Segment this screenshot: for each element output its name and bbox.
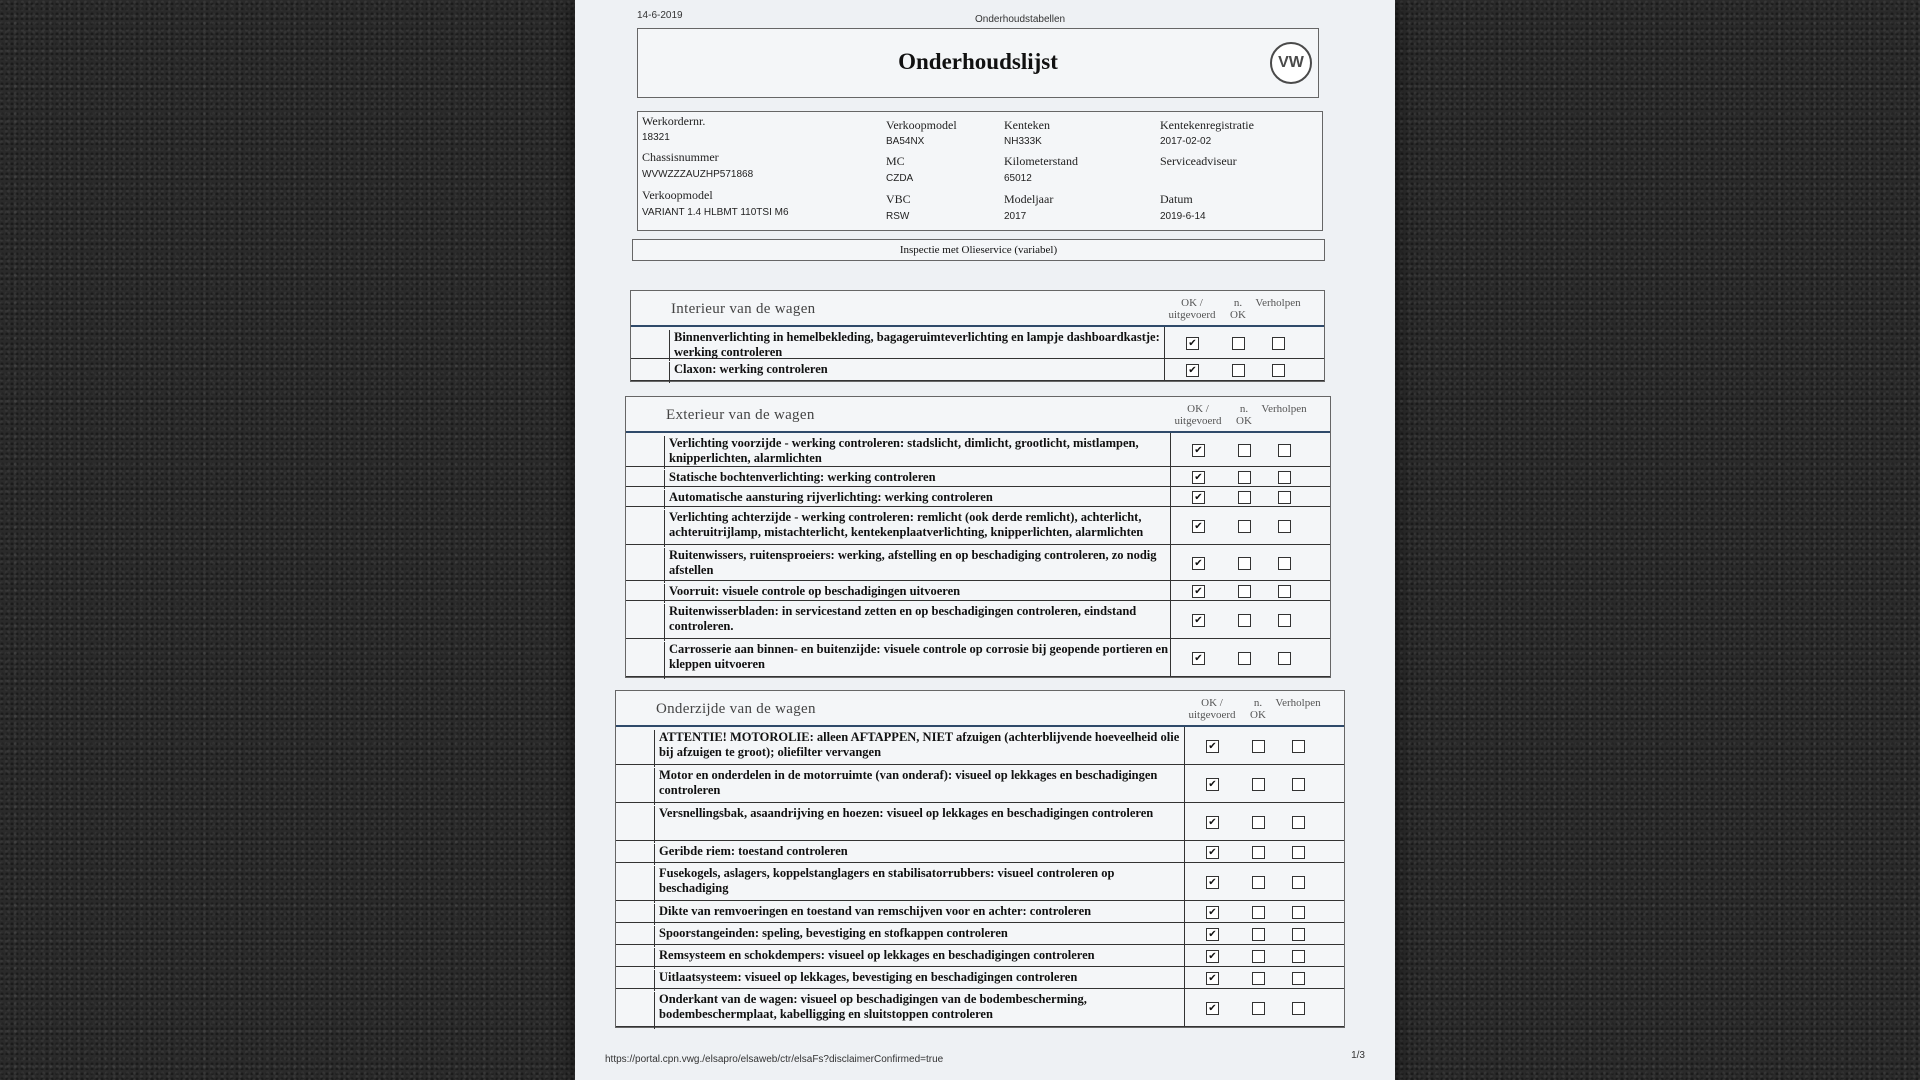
- print-date: 14-6-2019: [637, 10, 683, 21]
- mc-value: CZDA: [886, 173, 914, 184]
- vw-logo-icon: VW: [1270, 42, 1312, 84]
- nok-checkbox[interactable]: [1252, 816, 1265, 829]
- fixed-checkbox[interactable]: [1292, 778, 1305, 791]
- kentekenregistratie-label: Kentekenregistratie: [1160, 118, 1254, 132]
- checklist-item-text: Onderkant van de wagen: visueel op beschadigingen van de bodembescherming, bodembeschermplaat, kabelligging en sluitstoppen controleren: [654, 992, 1184, 1029]
- ok-checkbox[interactable]: ✔: [1192, 471, 1205, 484]
- ok-checkbox[interactable]: ✔: [1186, 337, 1199, 350]
- nok-checkbox[interactable]: [1238, 471, 1251, 484]
- vehicle-info-box: [637, 111, 1323, 231]
- fixed-checkbox[interactable]: [1278, 491, 1291, 504]
- ok-checkbox[interactable]: ✔: [1206, 972, 1219, 985]
- column-nok-header: n. OK: [1230, 297, 1246, 321]
- fixed-checkbox[interactable]: [1278, 444, 1291, 457]
- checklist-row: [626, 581, 1330, 601]
- column-divider: [1170, 433, 1171, 466]
- checklist-item-text: Binnenverlichting in hemelbekleding, bagageruimteverlichting en lampje dashboardkastje: werking controleren: [669, 330, 1164, 361]
- checklist-row: [626, 487, 1330, 507]
- checklist-row: [616, 967, 1344, 989]
- kenteken-value: NH333K: [1004, 136, 1042, 147]
- column-divider: [1170, 545, 1171, 580]
- nok-checkbox[interactable]: [1252, 950, 1265, 963]
- fixed-checkbox[interactable]: [1278, 652, 1291, 665]
- section-title: Exterieur van de wagen: [666, 407, 815, 423]
- fixed-checkbox[interactable]: [1278, 585, 1291, 598]
- checklist-item-text: Versnellingsbak, asaandrijving en hoezen: visueel op lekkages en beschadigingen controleren: [654, 806, 1184, 843]
- kentekenregistratie-value: 2017-02-02: [1160, 136, 1212, 147]
- checklist-item-text: Motor en onderdelen in de motorruimte (van onderaf): visueel op lekkages en beschadigingen controleren: [654, 768, 1184, 805]
- kilometerstand-label: Kilometerstand: [1004, 154, 1078, 168]
- document-title: Onderhoudslijst: [898, 49, 1058, 74]
- ok-checkbox[interactable]: ✔: [1192, 520, 1205, 533]
- checklist-row: [626, 507, 1330, 545]
- kilometerstand-value: 65012: [1004, 173, 1032, 184]
- checklist-row: [626, 433, 1330, 467]
- column-divider: [1184, 923, 1185, 944]
- section-2: [625, 396, 1331, 678]
- ok-checkbox[interactable]: ✔: [1192, 444, 1205, 457]
- nok-checkbox[interactable]: [1252, 876, 1265, 889]
- nok-checkbox[interactable]: [1238, 585, 1251, 598]
- column-divider: [1170, 467, 1171, 486]
- checklist-item-text: Automatische aansturing rijverlichting: werking controleren: [664, 490, 1170, 509]
- ok-checkbox[interactable]: ✔: [1206, 846, 1219, 859]
- nok-checkbox[interactable]: [1232, 337, 1245, 350]
- nok-checkbox[interactable]: [1238, 652, 1251, 665]
- nok-checkbox[interactable]: [1252, 846, 1265, 859]
- nok-checkbox[interactable]: [1252, 778, 1265, 791]
- verkoopmodel2-value: BA54NX: [886, 136, 925, 147]
- checklist-item-text: Uitlaatsysteem: visueel op lekkages, bevestiging en beschadigingen controleren: [654, 970, 1184, 991]
- ok-checkbox[interactable]: ✔: [1206, 950, 1219, 963]
- ok-checkbox[interactable]: ✔: [1192, 491, 1205, 504]
- fixed-checkbox[interactable]: [1278, 614, 1291, 627]
- column-ok-header: OK / uitgevoerd: [1174, 403, 1222, 427]
- fixed-checkbox[interactable]: [1292, 972, 1305, 985]
- section-1: [630, 290, 1325, 382]
- serviceadviseur-label: Serviceadviseur: [1160, 154, 1237, 168]
- fixed-checkbox[interactable]: [1292, 1002, 1305, 1015]
- checklist-row: [616, 863, 1344, 901]
- column-ok-header: OK / uitgevoerd: [1188, 697, 1236, 721]
- fixed-checkbox[interactable]: [1278, 471, 1291, 484]
- column-divider: [1184, 945, 1185, 966]
- column-divider: [1184, 967, 1185, 988]
- column-divider: [1184, 765, 1185, 802]
- nok-checkbox[interactable]: [1238, 614, 1251, 627]
- checklist-item-text: Verlichting achterzijde - werking controleren: remlicht (ook derde remlicht), achterlicht, achteruitrijlamp, mistachterlicht, kentekenplaatverlichting, knipperlichten, alarmlichten: [664, 510, 1170, 547]
- chassis-value: WVWZZZAUZHP571868: [642, 169, 754, 180]
- column-divider: [1184, 841, 1185, 862]
- checklist-rows: [626, 431, 1330, 677]
- checklist-row: [616, 989, 1344, 1027]
- checklist-row: [626, 545, 1330, 581]
- nok-checkbox[interactable]: [1252, 906, 1265, 919]
- footer-page-number: 1/3: [1351, 1050, 1365, 1061]
- fixed-checkbox[interactable]: [1272, 364, 1285, 377]
- checklist-item-text: Fusekogels, aslagers, koppelstanglagers en stabilisatorrubbers: visueel controleren op beschadiging: [654, 866, 1184, 903]
- checklist-item-text: Ruitenwissers, ruitensproeiers: werking, afstelling en op beschadiging controleren, zo nodig afstellen: [664, 548, 1170, 583]
- checklist-item-text: Verlichting voorzijde - werking controleren: stadslicht, dimlicht, grootlicht, mistlampen, knipperlichten, alarmlichten: [664, 436, 1170, 469]
- fixed-checkbox[interactable]: [1292, 846, 1305, 859]
- verkoopmodel-label: Verkoopmodel: [642, 188, 713, 202]
- column-ok-header: OK / uitgevoerd: [1168, 297, 1216, 321]
- checklist-item-text: Geribde riem: toestand controleren: [654, 844, 1184, 865]
- column-nok-header: n. OK: [1250, 697, 1266, 721]
- checklist-item-text: Ruitenwisserbladen: in servicestand zetten en op beschadigingen controleren, eindstand controleren.: [664, 604, 1170, 641]
- mc-label: MC: [886, 154, 905, 168]
- modeljaar-value: 2017: [1004, 211, 1027, 222]
- checklist-row: [616, 945, 1344, 967]
- column-divider: [1170, 601, 1171, 638]
- nok-checkbox[interactable]: [1232, 364, 1245, 377]
- checklist-item-text: Voorruit: visuele controle op beschadigingen uitvoeren: [664, 584, 1170, 603]
- nok-checkbox[interactable]: [1252, 928, 1265, 941]
- nok-checkbox[interactable]: [1252, 972, 1265, 985]
- title-box: [637, 28, 1319, 98]
- ok-checkbox[interactable]: ✔: [1192, 652, 1205, 665]
- column-nok-header: n. OK: [1236, 403, 1252, 427]
- checklist-rows: [616, 725, 1344, 1027]
- fixed-checkbox[interactable]: [1292, 906, 1305, 919]
- checklist-item-text: Statische bochtenverlichting: werking controleren: [664, 470, 1170, 489]
- nok-checkbox[interactable]: [1238, 491, 1251, 504]
- fixed-checkbox[interactable]: [1292, 928, 1305, 941]
- ok-checkbox[interactable]: ✔: [1206, 778, 1219, 791]
- ok-checkbox[interactable]: ✔: [1186, 364, 1199, 377]
- checklist-row: [626, 639, 1330, 677]
- nok-checkbox[interactable]: [1238, 520, 1251, 533]
- checklist-item-text: Remsysteem en schokdempers: visueel op lekkages en beschadigingen controleren: [654, 948, 1184, 969]
- column-fix-header: Verholpen: [1255, 297, 1301, 309]
- checklist-item-text: ATTENTIE! MOTOROLIE: alleen AFTAPPEN, NIET afzuigen (achterblijvende hoeveelheid olie bij afzuigen te groot); oliefilter vervangen: [654, 730, 1184, 767]
- vbc-label: VBC: [886, 192, 911, 206]
- ok-checkbox[interactable]: ✔: [1192, 585, 1205, 598]
- nok-checkbox[interactable]: [1252, 740, 1265, 753]
- modeljaar-label: Modeljaar: [1004, 192, 1054, 206]
- column-divider: [1170, 639, 1171, 676]
- kenteken-label: Kenteken: [1004, 118, 1050, 132]
- checklist-row: [616, 841, 1344, 863]
- column-divider: [1170, 487, 1171, 506]
- nok-checkbox[interactable]: [1252, 1002, 1265, 1015]
- footer-url: https://portal.cpn.vwg./elsapro/elsaweb/ctr/elsaFs?disclaimerConfirmed=true: [605, 1054, 944, 1065]
- checklist-row: [616, 803, 1344, 841]
- column-divider: [1170, 581, 1171, 600]
- checklist-item-text: Claxon: werking controleren: [669, 362, 1164, 383]
- column-divider: [1164, 359, 1165, 380]
- checklist-item-text: Carrosserie aan binnen- en buitenzijde: visuele controle op corrosie bij geopende portieren en kleppen uitvoeren: [664, 642, 1170, 679]
- document-page: [575, 0, 1395, 1080]
- fixed-checkbox[interactable]: [1292, 950, 1305, 963]
- section-3: [615, 690, 1345, 1028]
- datum-label: Datum: [1160, 192, 1193, 206]
- verkoopmodel2-label: Verkoopmodel: [886, 118, 957, 132]
- section-title: Interieur van de wagen: [671, 301, 816, 317]
- checklist-row: [616, 765, 1344, 803]
- werkordernr-value: 18321: [642, 132, 670, 143]
- fixed-checkbox[interactable]: [1272, 337, 1285, 350]
- fixed-checkbox[interactable]: [1278, 557, 1291, 570]
- chassis-label: Chassisnummer: [642, 150, 719, 164]
- fixed-checkbox[interactable]: [1278, 520, 1291, 533]
- vbc-value: RSW: [886, 211, 910, 222]
- fixed-checkbox[interactable]: [1292, 876, 1305, 889]
- ok-checkbox[interactable]: ✔: [1206, 740, 1219, 753]
- ok-checkbox[interactable]: ✔: [1192, 614, 1205, 627]
- checklist-row: [616, 923, 1344, 945]
- nok-checkbox[interactable]: [1238, 557, 1251, 570]
- checklist-item-text: Dikte van remvoeringen en toestand van remschijven voor en achter: controleren: [654, 904, 1184, 925]
- checklist-rows: [631, 325, 1324, 381]
- column-divider: [1184, 863, 1185, 900]
- ok-checkbox[interactable]: ✔: [1206, 876, 1219, 889]
- column-divider: [1184, 989, 1185, 1026]
- column-divider: [1170, 507, 1171, 544]
- column-fix-header: Verholpen: [1275, 697, 1321, 709]
- checklist-row: [616, 901, 1344, 923]
- fixed-checkbox[interactable]: [1292, 740, 1305, 753]
- fixed-checkbox[interactable]: [1292, 816, 1305, 829]
- checklist-row: [626, 467, 1330, 487]
- ok-checkbox[interactable]: ✔: [1206, 816, 1219, 829]
- column-divider: [1184, 727, 1185, 764]
- column-divider: [1184, 803, 1185, 840]
- verkoopmodel-value: VARIANT 1.4 HLBMT 110TSI M6: [642, 207, 789, 218]
- checklist-row: [631, 327, 1324, 359]
- column-divider: [1164, 327, 1165, 358]
- ok-checkbox[interactable]: ✔: [1206, 928, 1219, 941]
- checklist-row: [631, 359, 1324, 381]
- checklist-row: [626, 601, 1330, 639]
- ok-checkbox[interactable]: ✔: [1206, 1002, 1219, 1015]
- werkordernr-label: Werkordernr.: [642, 114, 706, 128]
- column-fix-header: Verholpen: [1261, 403, 1307, 415]
- checklist-row: [616, 727, 1344, 765]
- checklist-item-text: Spoorstangeinden: speling, bevestiging en stofkappen controleren: [654, 926, 1184, 947]
- inspection-type: Inspectie met Olieservice (variabel): [632, 239, 1325, 261]
- datum-value: 2019-6-14: [1160, 211, 1206, 222]
- print-header-title: Onderhoudstabellen: [975, 14, 1066, 25]
- ok-checkbox[interactable]: ✔: [1192, 557, 1205, 570]
- nok-checkbox[interactable]: [1238, 444, 1251, 457]
- section-title: Onderzijde van de wagen: [656, 701, 816, 717]
- ok-checkbox[interactable]: ✔: [1206, 906, 1219, 919]
- column-divider: [1184, 901, 1185, 922]
